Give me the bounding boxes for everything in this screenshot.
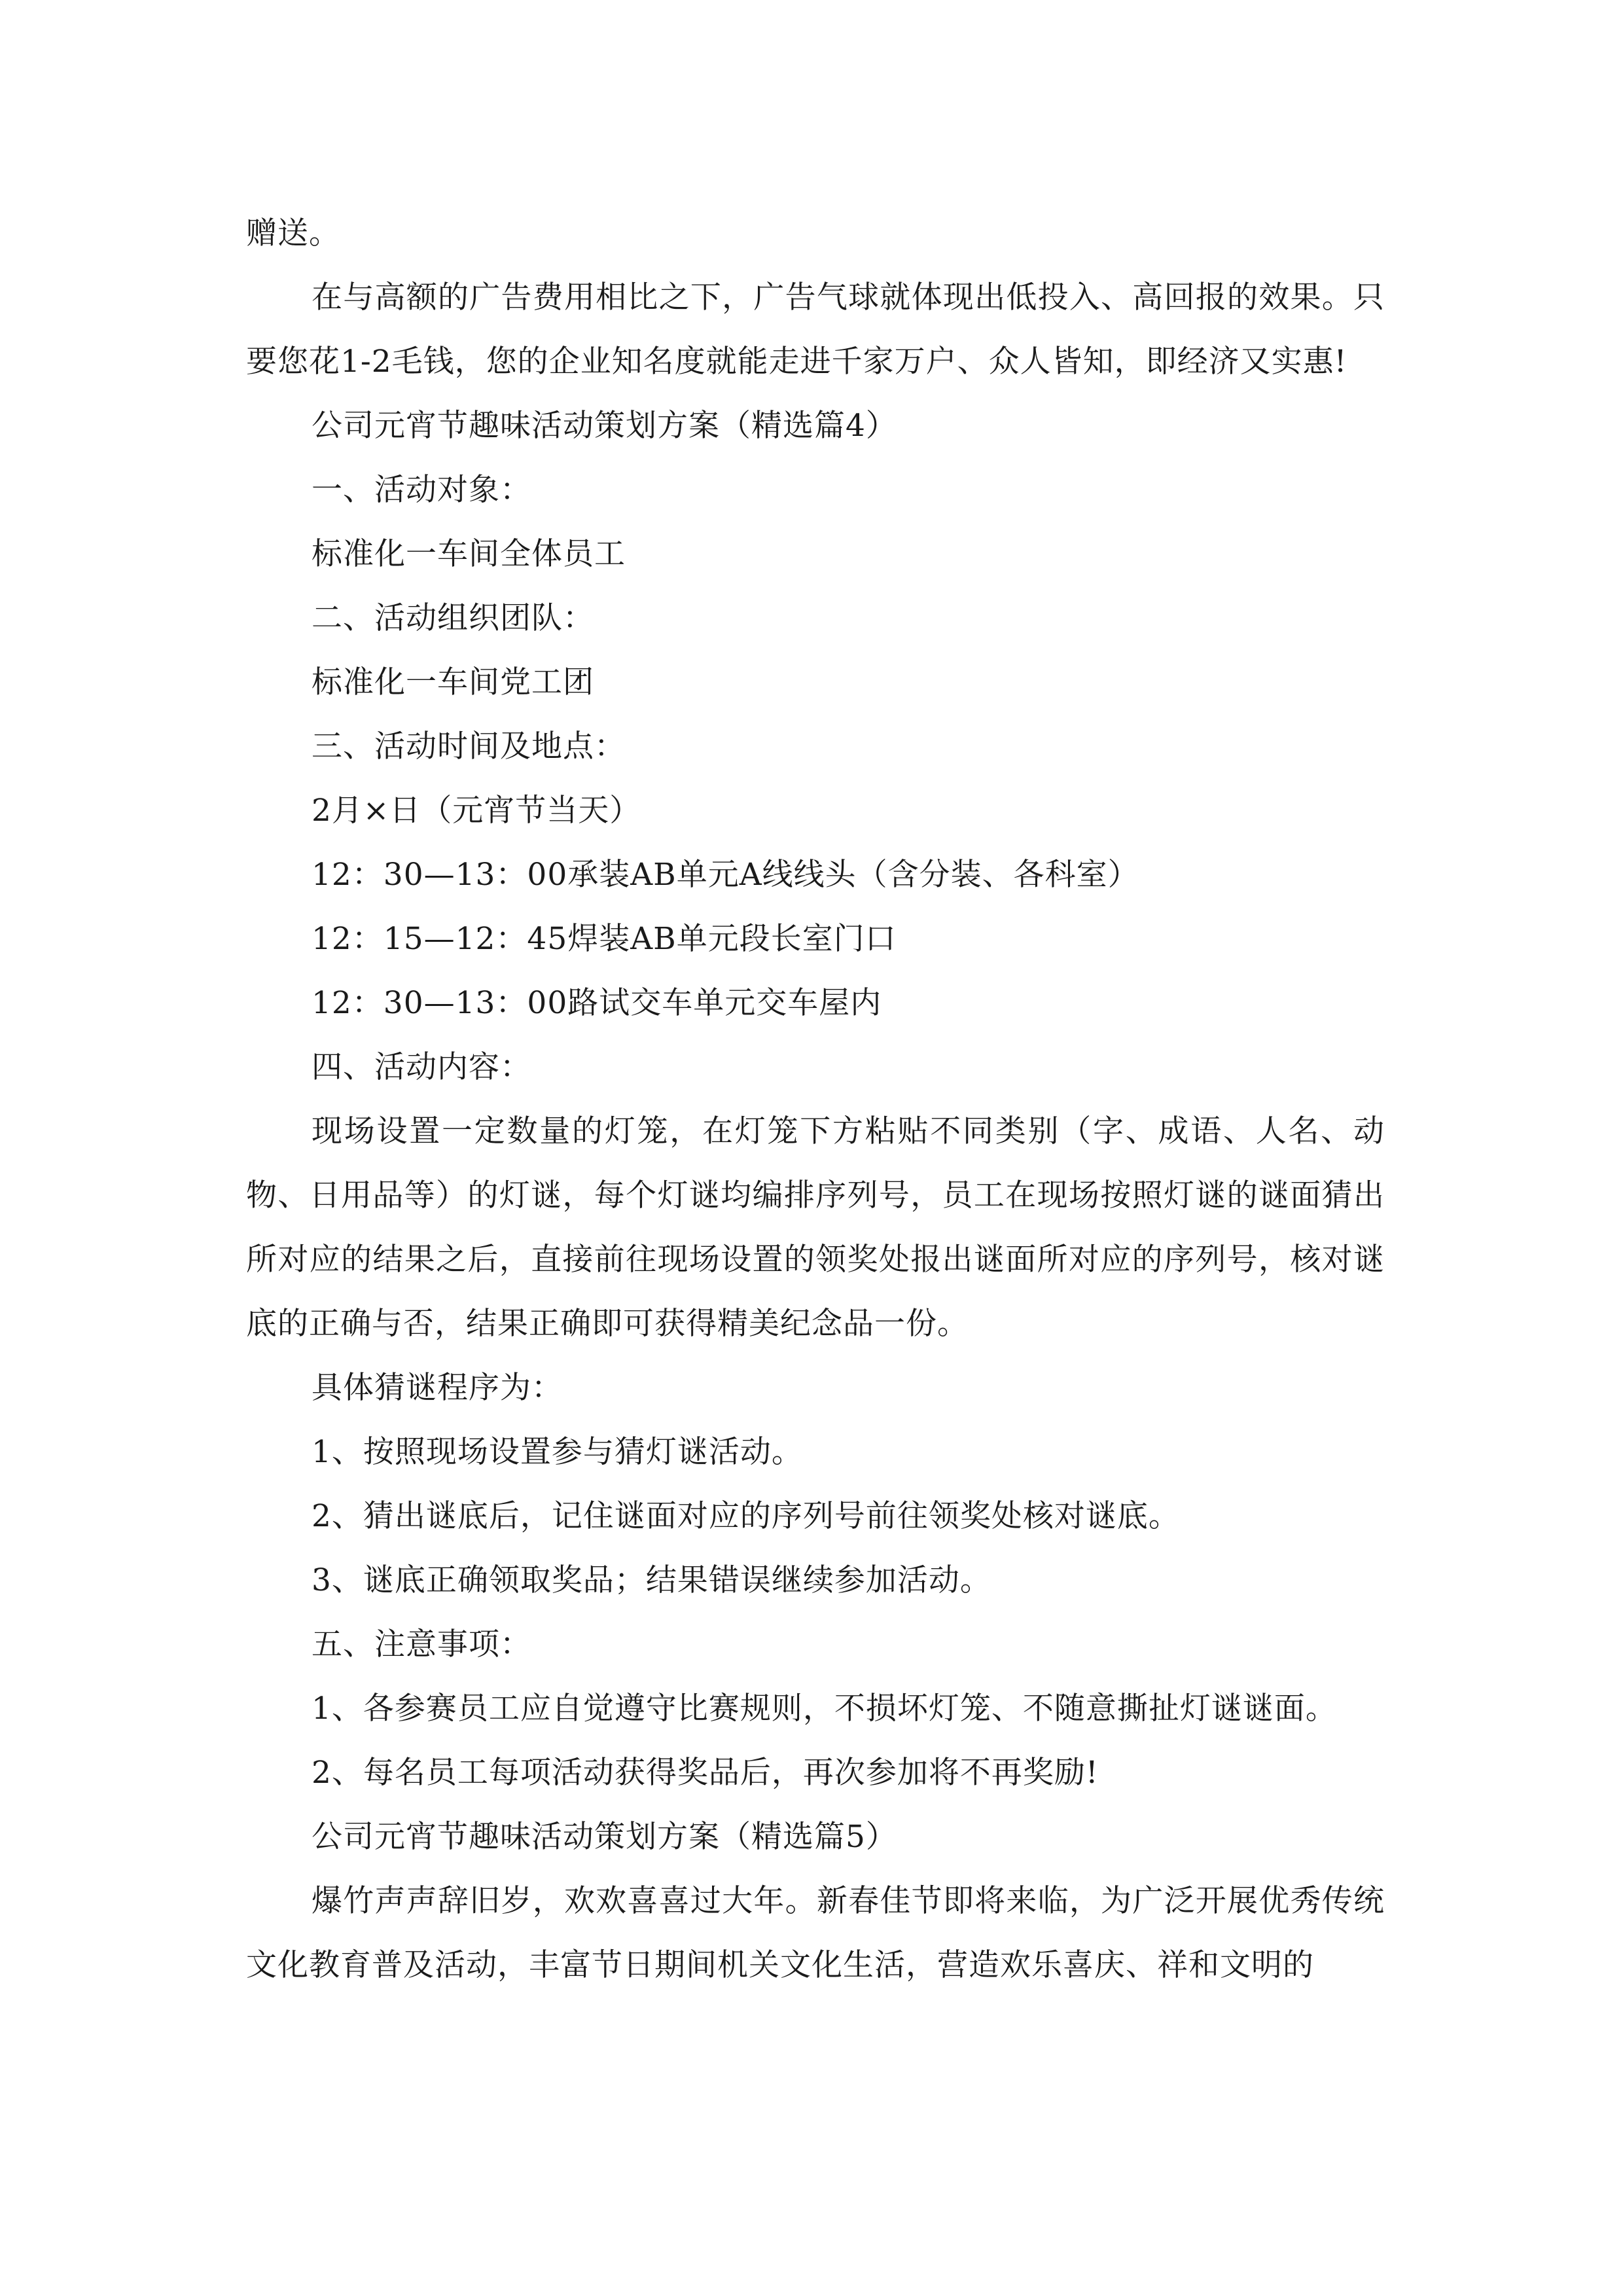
paragraph-continuation: 赠送。 xyxy=(246,215,340,251)
heading-riddle-procedure: 具体猜谜程序为： xyxy=(312,1370,563,1406)
heading-organizing-team: 二、活动组织团队： xyxy=(312,600,594,636)
paragraph-schedule-line-1: 12：30—13：00承装AB单元A线线头（含分装、各科室） xyxy=(312,857,1139,893)
paragraph-balloon-advertising: 在与高额的广告费用相比之下，广告气球就体现出低投入、高回报的效果。只要您花1-2毛钱，您的企业知名度就能走进千家万户、众人皆知，即经济又实惠! xyxy=(246,279,1385,380)
paragraph-activity-content: 现场设置一定数量的灯笼，在灯笼下方粘贴不同类别（字、成语、人名、动物、日用品等）的灯谜，每个灯谜均编排序列号，员工在现场按照灯谜的谜面猜出所对应的结果之后，直接前往现场设置的领奖处报出谜面所对应的序列号，核对谜底的正确与否，结果正确即可获得精美纪念品一份。 xyxy=(246,1113,1385,1342)
paragraph-part-5-intro: 爆竹声声辞旧岁，欢欢喜喜过大年。新春佳节即将来临，为广泛开展优秀传统文化教育普及活动，丰富节日期间机关文化生活，营造欢乐喜庆、祥和文明的 xyxy=(246,1883,1385,1983)
heading-activity-content: 四、活动内容： xyxy=(312,1049,531,1085)
heading-time-and-place: 三、活动时间及地点： xyxy=(312,728,626,764)
paragraph-schedule-line-3: 12：30—13：00路试交车单元交车屋内 xyxy=(312,985,882,1021)
paragraph-organizing-team: 标准化一车间党工团 xyxy=(312,664,594,700)
heading-notes: 五、注意事项： xyxy=(312,1626,531,1662)
list-item-note-2: 2、每名员工每项活动获得奖品后，再次参加将不再奖励! xyxy=(312,1755,1099,1791)
list-item-procedure-2: 2、猜出谜底后，记住谜面对应的序列号前往领奖处核对谜底。 xyxy=(312,1498,1180,1534)
list-item-note-1: 1、各参赛员工应自觉遵守比赛规则，不损坏灯笼、不随意撕扯灯谜谜面。 xyxy=(312,1691,1337,1727)
section-title-part-4: 公司元宵节趣味活动策划方案（精选篇4） xyxy=(312,408,897,444)
list-item-procedure-3: 3、谜底正确领取奖品；结果错误继续参加活动。 xyxy=(312,1562,991,1598)
paragraph-activity-target: 标准化一车间全体员工 xyxy=(312,536,626,572)
document-body xyxy=(246,202,1385,1998)
heading-activity-target: 一、活动对象： xyxy=(312,472,531,508)
section-title-part-5: 公司元宵节趣味活动策划方案（精选篇5） xyxy=(312,1819,897,1855)
list-item-procedure-1: 1、按照现场设置参与猜灯谜活动。 xyxy=(312,1434,803,1470)
paragraph-schedule-line-2: 12：15—12：45焊装AB单元段长室门口 xyxy=(312,921,897,957)
paragraph-date: 2月×日（元宵节当天） xyxy=(312,793,641,829)
